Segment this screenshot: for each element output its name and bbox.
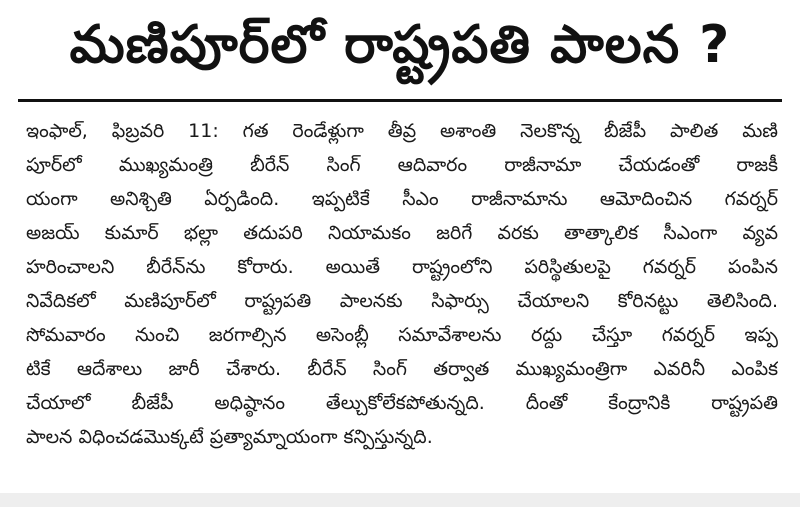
article-line: చేయాలో బీజేపీ అధిష్ఠానం తేల్చుకోలేకపోతున్నది. దీంతో కేంద్రానికి రాష్ట్రపతి <box>26 392 778 414</box>
article-line: యంగా అనిశ్చితి ఏర్పడింది. ఇప్పటికే సీఎం రాజీనామాను ఆమోదించిన గవర్నర్ <box>26 188 778 210</box>
article-line: పూర్‌లో ముఖ్యమంత్రి బీరేన్ సింగ్ ఆదివారం రాజీనామా చేయడంతో రాజకీ <box>26 154 778 176</box>
bottom-edge <box>0 493 800 507</box>
article-line: టికే ఆదేశాలు జారీ చేశారు. బీరేన్ సింగ్ తర్వాత ముఖ్యమంత్రిగా ఎవరినీ ఎంపిక <box>26 358 778 380</box>
article-line: సోమవారం నుంచి జరగాల్సిన అసెంబ్లీ సమావేశాలను రద్దు చేస్తూ గవర్నర్ ఇప్ప <box>26 324 778 346</box>
article-line: పాలన విధించడమొక్కటే ప్రత్యామ్నాయంగా కన్పిస్తున్నది. <box>26 426 433 448</box>
headline: మణిపూర్‌లో రాష్ట్రపతి పాలన ? <box>69 15 731 75</box>
article-line: అజయ్ కుమార్ భల్లా తదుపరి నియామకం జరిగే వరకు తాత్కాలిక సీఎంగా వ్యవ <box>26 222 778 244</box>
article-line: హరించాలని బీరేన్‌ను కోరారు. అయితే రాష్ట్రంలోని పరిస్థితులపై గవర్నర్ పంపిన <box>26 256 778 278</box>
article-line: నివేదికలో మణిపూర్‌లో రాష్ట్రపతి పాలనకు సిఫార్సు చేయాలని కోరినట్టు తెలిసింది. <box>26 290 778 312</box>
headline-divider <box>18 99 782 102</box>
article-body <box>26 114 778 454</box>
article-line: ఇంఫాల్, ఫిబ్రవరి 11: గత రెండేళ్లుగా తీవ్ర అశాంతి నెలకొన్న బీజేపీ పాలిత మణి <box>26 120 778 142</box>
